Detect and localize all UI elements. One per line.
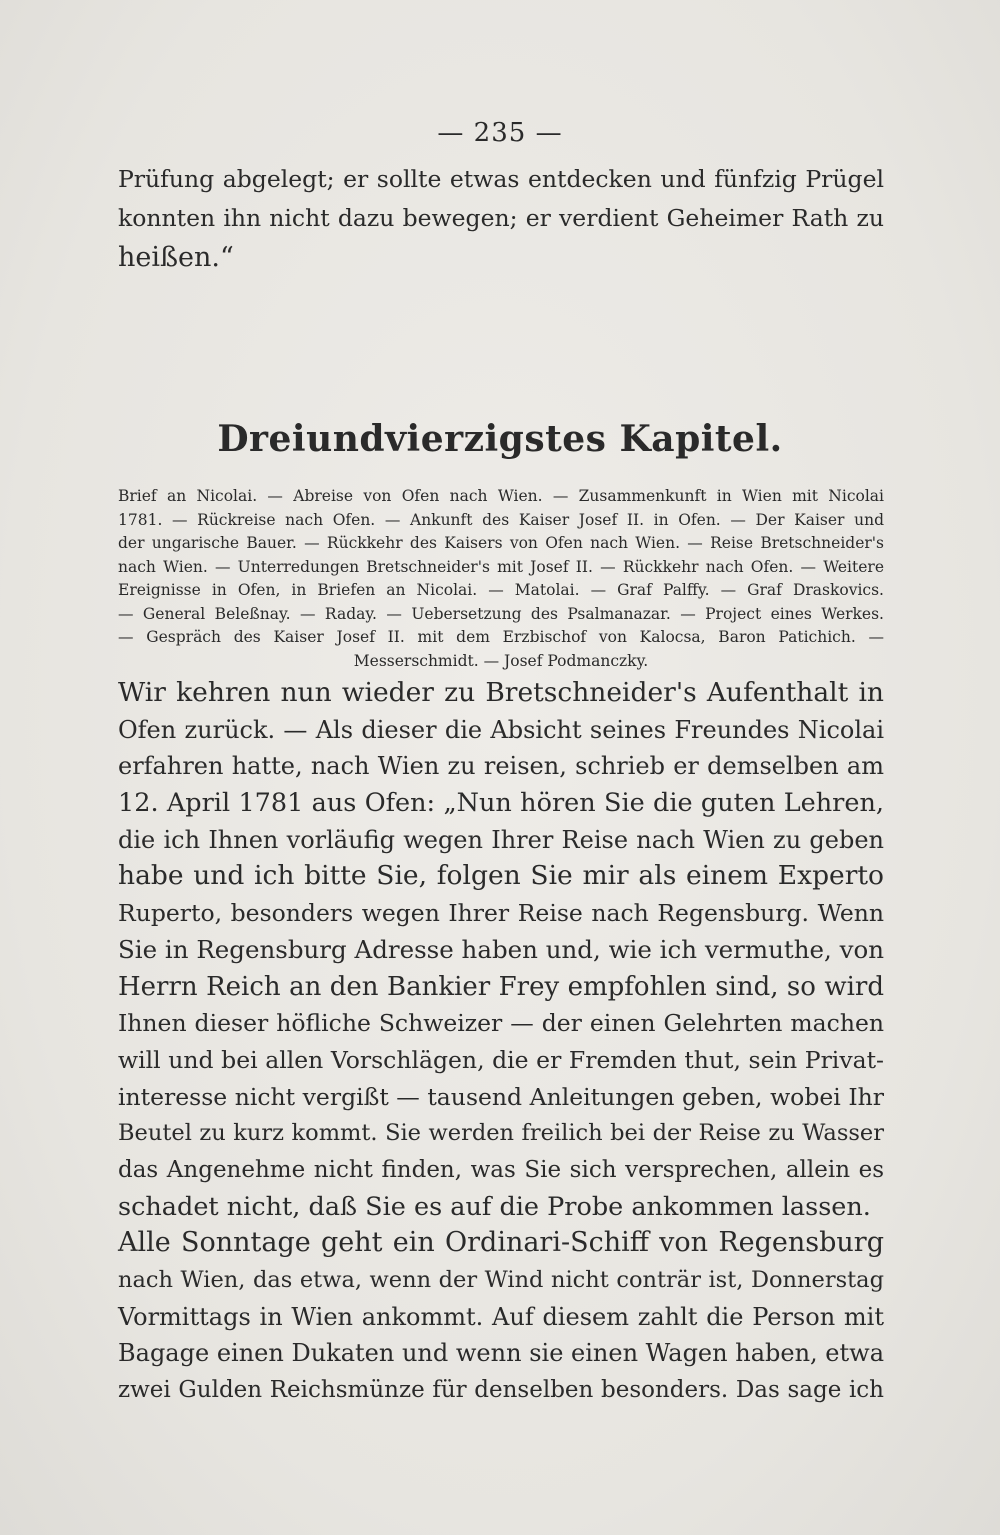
summary-line: Brief an Nicolai. — Abreise von Ofen nach Wien. — Zusammenkunft in Wien mit Nicolai	[118, 487, 884, 505]
summary-line: 1781. — Rückreise nach Ofen. — Ankunft des Kaiser Josef II. in Ofen. — Der Kaiser und	[118, 510, 884, 529]
text-line: Bagage einen Dukaten und wenn sie einen Wagen haben, etwa	[118, 1339, 884, 1368]
summary-line: — Gespräch des Kaiser Josef II. mit dem Erzbischof von Kalocsa, Baron Patichich. —	[118, 628, 884, 646]
text-line: Vormittags in Wien ankommt. Auf diesem zahlt die Person mit	[118, 1302, 884, 1331]
text-line: Ihnen dieser höfliche Schweizer — der einen Gelehrten machen	[118, 1009, 884, 1038]
summary-line: Messerschmidt. — Josef Podmanczky.	[353, 651, 649, 670]
summary-line: nach Wien. — Unterredungen Bretschneider's mit Josef II. — Rückkehr nach Ofen. — Weitere	[118, 557, 884, 576]
chapter-summary	[118, 485, 884, 673]
text-line: Sie in Regensburg Adresse haben und, wie ich vermuthe, von	[118, 934, 884, 964]
text-line: Ruperto, besonders wegen Ihrer Reise nach Regensburg. Wenn	[118, 899, 884, 928]
text-line: das Angenehme nicht finden, was Sie sich versprechen, allein es	[118, 1156, 884, 1183]
text-line: Alle Sonntage geht ein Ordinari-Schiff von Regensburg	[118, 1227, 884, 1259]
text-line: habe und ich bitte Sie, folgen Sie mir als einem Experto	[118, 860, 884, 892]
text-line: schadet nicht, daß Sie es auf die Probe ankommen lassen.	[118, 1191, 871, 1222]
chapter-title: Dreiundvierzigstes Kapitel.	[217, 418, 783, 460]
text-line: die ich Ihnen vorläufig wegen Ihrer Reise nach Wien zu geben	[118, 825, 884, 854]
summary-line: — General Beleßnay. — Raday. — Uebersetzung des Psalmanazar. — Project eines Werkes.	[118, 604, 884, 623]
text-line: Ofen zurück. — Als dieser die Absicht seines Freundes Nicolai	[118, 715, 884, 744]
text-line: erfahren hatte, nach Wien zu reisen, schrieb er demselben am	[118, 752, 884, 781]
text-line: Wir kehren nun wieder zu Bretschneider's Aufenthalt in	[118, 677, 884, 708]
text-line: heißen.“	[118, 242, 234, 273]
carryover-paragraph	[118, 160, 884, 277]
page-number: — 235 —	[437, 118, 563, 148]
text-line: will und bei allen Vorschlägen, die er Fremden thut, sein Privat-	[118, 1045, 884, 1074]
text-line: zwei Gulden Reichsmünze für denselben besonders. Das sage ich	[118, 1377, 884, 1404]
text-line: nach Wien, das etwa, wenn der Wind nicht conträr ist, Donnerstag	[118, 1267, 884, 1293]
summary-line: Ereignisse in Ofen, in Briefen an Nicolai. — Matolai. — Graf Palffy. — Graf Draskovics.	[118, 581, 884, 599]
text-line: 12. April 1781 aus Ofen: „Nun hören Sie die guten Lehren,	[118, 788, 884, 819]
text-line: Herrn Reich an den Bankier Frey empfohlen sind, so wird	[118, 971, 884, 1002]
summary-line: der ungarische Bauer. — Rückkehr des Kaisers von Ofen nach Wien. — Reise Bretschneider's	[118, 534, 884, 552]
body-text	[118, 675, 884, 1409]
text-line: Beutel zu kurz kommt. Sie werden freilich bei der Reise zu Wasser	[118, 1120, 884, 1147]
text-line: Prüfung abgelegt; er sollte etwas entdecken und fünfzig Prügel	[118, 165, 884, 193]
text-line: interesse nicht vergißt — tausend Anleitungen geben, wobei Ihr	[118, 1082, 884, 1111]
text-line: konnten ihn nicht dazu bewegen; er verdient Geheimer Rath zu	[118, 204, 884, 232]
